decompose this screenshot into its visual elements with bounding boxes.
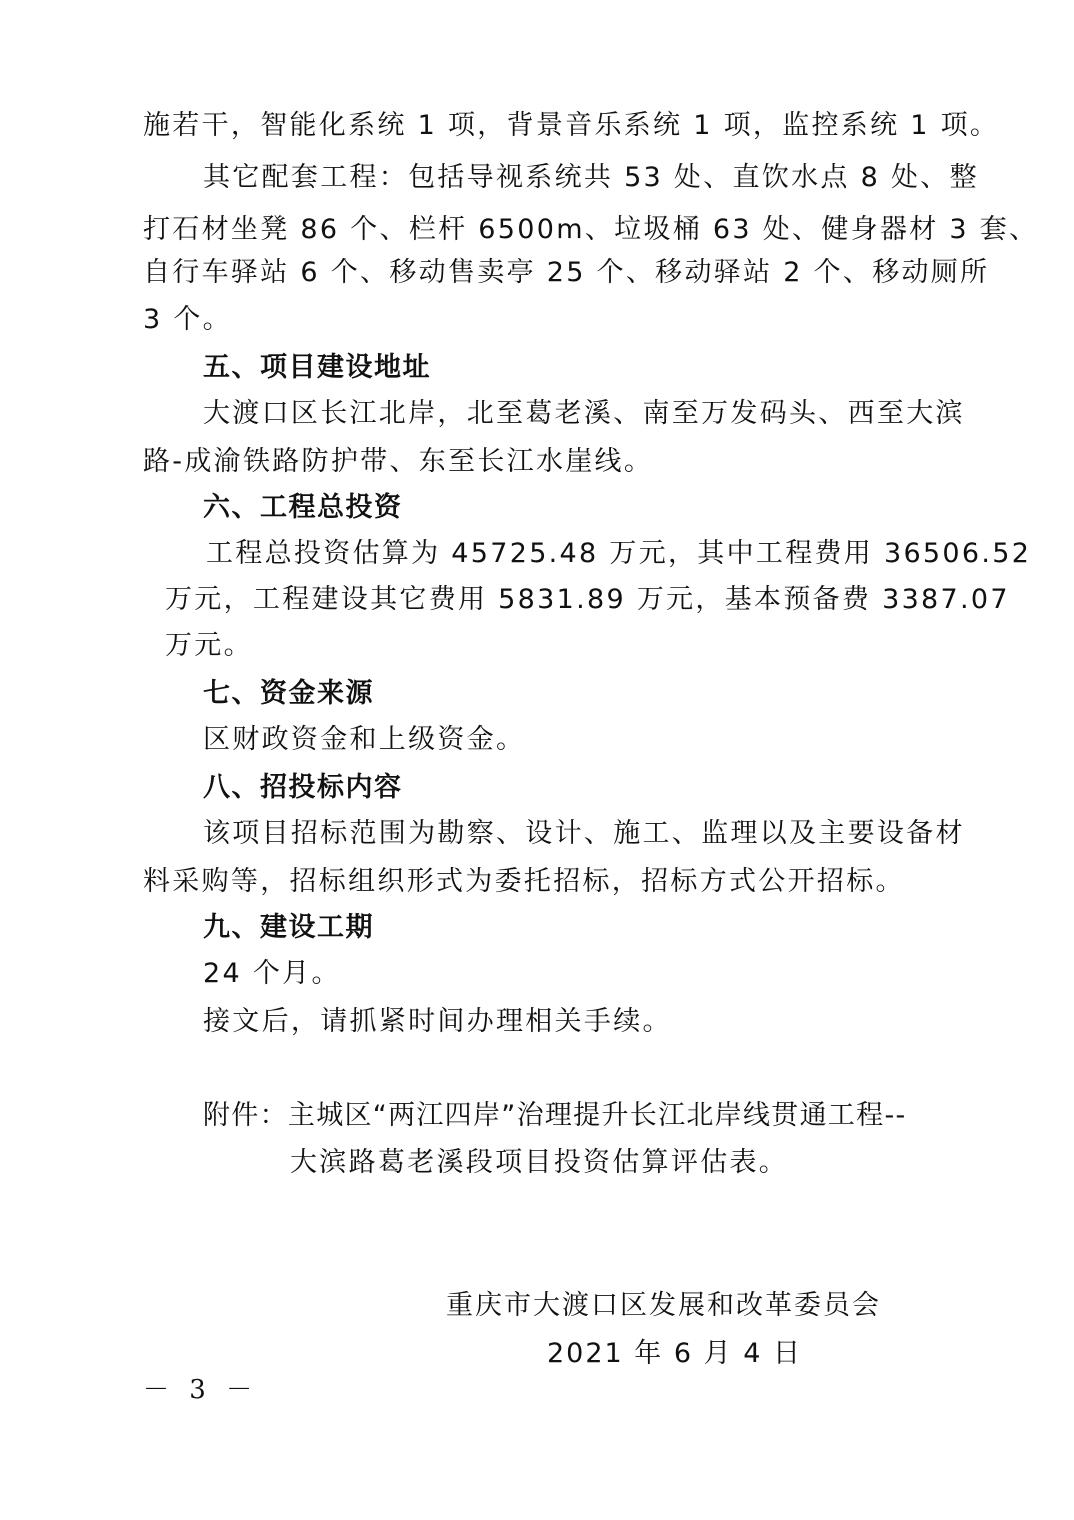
body-line: 万元，工程建设其它费用 5831.89 万元，基本预备费 3387.07 (165, 584, 1010, 615)
body-line: 自行车驿站 6 个、移动售卖亭 25 个、移动驿站 2 个、移动厕所 (143, 257, 990, 288)
section-heading-investment: 六、工程总投资 (203, 492, 403, 523)
body-line: 料采购等，招标组织形式为委托招标，招标方式公开招标。 (143, 866, 905, 897)
body-line: 打石材坐凳 86 个、栏杆 6500m、垃圾桶 63 处、健身器材 3 套、 (143, 214, 1039, 245)
body-line: 施若干，智能化系统 1 项，背景音乐系统 1 项，监控系统 1 项。 (143, 110, 1000, 141)
body-line: 该项目招标范围为勘察、设计、施工、监理以及主要设备材 (203, 818, 965, 849)
signature-organization: 重庆市大渡口区发展和改革委员会 (446, 1290, 881, 1321)
body-line: 3 个。 (143, 304, 232, 335)
body-line: 区财政资金和上级资金。 (203, 724, 526, 755)
body-line: 万元。 (165, 630, 253, 661)
section-heading-bidding: 八、招投标内容 (203, 772, 403, 803)
page-number: － 3 － (143, 1375, 259, 1405)
body-line: 工程总投资估算为 45725.48 万元，其中工程费用 36506.52 (206, 538, 1032, 569)
body-line: 接文后，请抓紧时间办理相关手续。 (203, 1006, 672, 1037)
section-heading-funding: 七、资金来源 (203, 678, 374, 709)
body-line: 路-成渝铁路防护带、东至长江水崖线。 (143, 446, 654, 477)
body-line: 24 个月。 (203, 958, 341, 989)
attachment-line: 大滨路葛老溪段项目投资估算评估表。 (290, 1147, 789, 1178)
signature-date: 2021 年 6 月 4 日 (547, 1338, 802, 1369)
body-line: 大渡口区长江北岸，北至葛老溪、南至万发码头、西至大滨 (203, 398, 965, 429)
section-heading-schedule: 九、建设工期 (203, 912, 374, 943)
attachment-line: 附件：主城区“两江四岸”治理提升长江北岸线贯通工程-- (203, 1100, 907, 1131)
body-line: 其它配套工程：包括导视系统共 53 处、直饮水点 8 处、整 (203, 162, 979, 193)
section-heading-address: 五、项目建设地址 (203, 352, 431, 383)
